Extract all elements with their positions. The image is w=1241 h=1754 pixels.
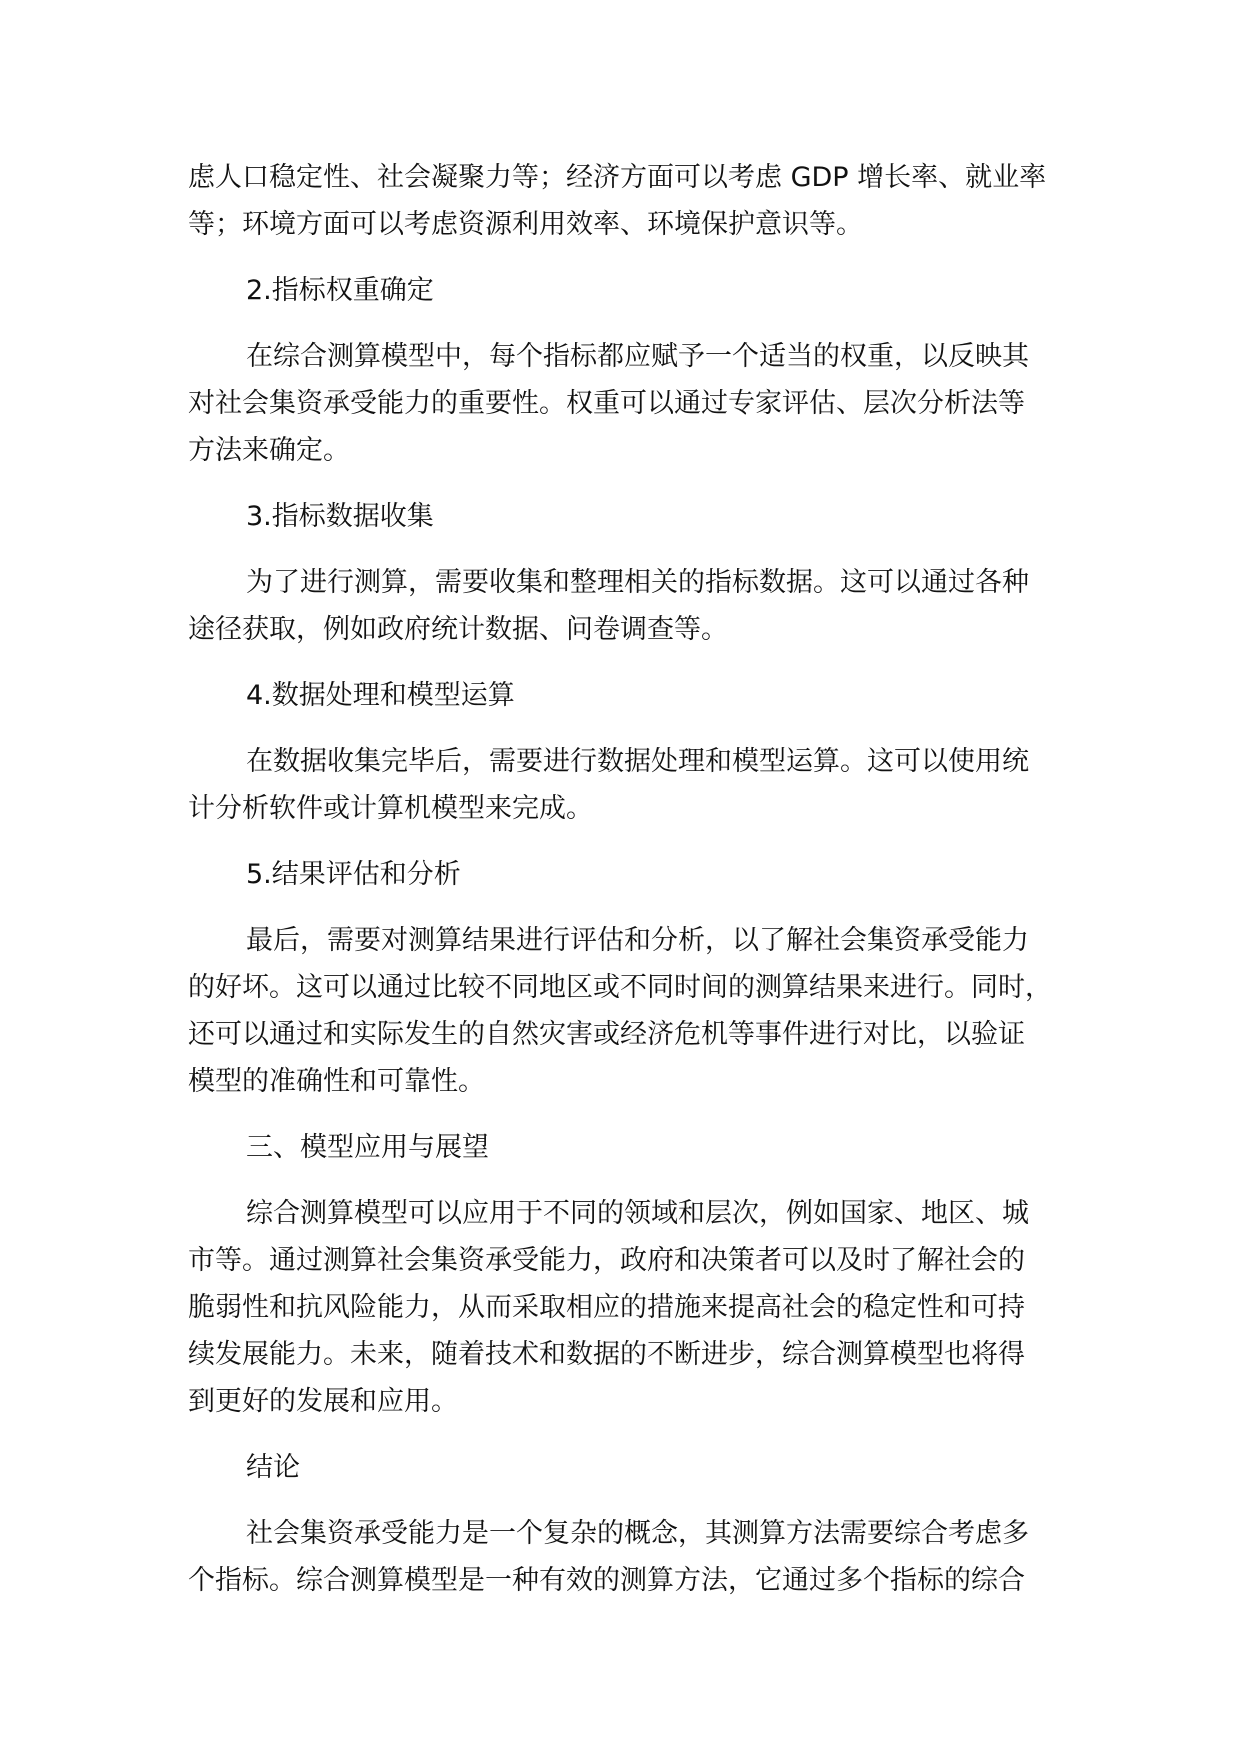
text-line: 在数据收集完毕后，需要进行数据处理和模型运算。这可以使用统 (246, 746, 1029, 777)
text-line: 在综合测算模型中，每个指标都应赋予一个适当的权重，以反映其 (246, 341, 1029, 372)
heading-text: 3.指标数据收集 (246, 501, 434, 532)
text-line: 计分析软件或计算机模型来完成。 (188, 793, 593, 824)
text-line: 方法来确定。 (188, 435, 350, 466)
text-line: 最后，需要对测算结果进行评估和分析，以了解社会集资承受能力 (246, 925, 1029, 956)
text-line: 对社会集资承受能力的重要性。权重可以通过专家评估、层次分析法等 (188, 388, 1025, 419)
paragraph-weight (188, 333, 1088, 474)
text-line: 模型的准确性和可靠性。 (188, 1066, 485, 1097)
paragraph-application (188, 1190, 1088, 1425)
text-line: 途径获取，例如政府统计数据、问卷调查等。 (188, 614, 728, 645)
text-line: 虑人口稳定性、社会凝聚力等；经济方面可以考虑 GDP 增长率、就业率 (188, 162, 1047, 193)
text-line: 等；环境方面可以考虑资源利用效率、环境保护意识等。 (188, 209, 863, 240)
text-line: 社会集资承受能力是一个复杂的概念，其测算方法需要综合考虑多 (246, 1518, 1029, 1549)
paragraph-processing (188, 738, 1088, 832)
text-line: 脆弱性和抗风险能力，从而采取相应的措施来提高社会的稳定性和可持 (188, 1292, 1025, 1323)
heading-text: 三、模型应用与展望 (246, 1132, 489, 1163)
text-line: 到更好的发展和应用。 (188, 1386, 458, 1417)
text-line: 市等。通过测算社会集资承受能力，政府和决策者可以及时了解社会的 (188, 1245, 1025, 1276)
section-heading-conclusion (188, 1444, 1088, 1491)
section-heading-processing (188, 672, 1088, 719)
text-line: 综合测算模型可以应用于不同的领域和层次，例如国家、地区、城 (246, 1198, 1029, 1229)
paragraph-data-collection (188, 559, 1088, 653)
section-heading-data-collection (188, 493, 1088, 540)
text-line: 续发展能力。未来，随着技术和数据的不断进步，综合测算模型也将得 (188, 1339, 1025, 1370)
heading-text: 5.结果评估和分析 (246, 859, 461, 890)
document-body (188, 154, 1088, 1623)
section-heading-weight (188, 267, 1088, 314)
heading-text: 结论 (246, 1452, 300, 1483)
text-line: 的好坏。这可以通过比较不同地区或不同时间的测算结果来进行。同时， (188, 972, 1052, 1003)
heading-text: 2.指标权重确定 (246, 275, 434, 306)
heading-text: 4.数据处理和模型运算 (246, 680, 515, 711)
section-heading-evaluation (188, 851, 1088, 898)
paragraph-continuation (188, 154, 1088, 248)
text-line: 还可以通过和实际发生的自然灾害或经济危机等事件进行对比，以验证 (188, 1019, 1025, 1050)
section-heading-application (188, 1124, 1088, 1171)
paragraph-evaluation (188, 917, 1088, 1105)
text-line: 为了进行测算，需要收集和整理相关的指标数据。这可以通过各种 (246, 567, 1029, 598)
paragraph-conclusion (188, 1510, 1088, 1604)
text-line: 个指标。综合测算模型是一种有效的测算方法，它通过多个指标的综合 (188, 1565, 1025, 1596)
